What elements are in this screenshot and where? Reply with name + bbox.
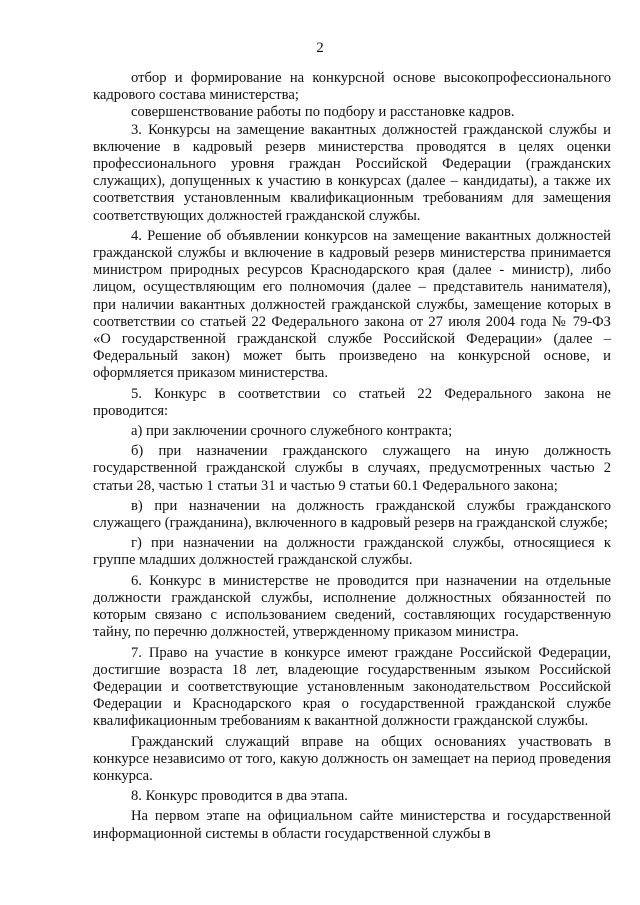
paragraph: в) при назначении на должность гражданской службы гражданского служащего (гражданина), включенного в кадровый резерв на гражданской службе;: [93, 497, 611, 532]
paragraph: Гражданский служащий вправе на общих основаниях участвовать в конкурсе независимо от того, какую должность он замещает на период проведения конкурса.: [93, 733, 611, 784]
paragraph: 8. Конкурс проводится в два этапа.: [131, 788, 348, 805]
paragraph: отбор и формирование на конкурсной основе высокопрофессионального кадрового состава министерства;: [93, 70, 611, 104]
paragraph: г) при назначении на должности гражданской службы, относящиеся к группе младших должностей гражданской службы.: [93, 535, 611, 569]
paragraph: 6. Конкурс в министерстве не проводится при назначении на отдельные должности гражданской службы, исполнение должностных обязанностей по которым связано с использованием сведений, составляющих государственную тайну, по перечню должностей, утвержденному приказом министра.: [93, 572, 611, 641]
paragraph: 7. Право на участие в конкурсе имеют граждане Российской Федерации, достигшие возраста 18 лет, владеющие государственным языком Российской Федерации и соответствующие установленным законодательством Российской Федерации и Краснодарского края о государственной гражданской службе квалификационным требованиям к вакантной должности гражданской службы.: [93, 644, 611, 730]
document-body: [93, 70, 611, 843]
paragraph: 4. Решение об объявлении конкурсов на замещение вакантных должностей гражданской службы и включение в кадровый резерв министерства принимается министром природных ресурсов Краснодарского края (далее - министр), либо лицом, осуществляющим его полномочия (далее – представитель нанимателя), при наличии вакантных должностей гражданской службы, замещение которых в соответствии со статьей 22 Федерального закона от 27 июля 2004 года № 79-ФЗ «О государственной гражданской службе Российской Федерации» (далее – Федеральный закон) может быть произведено на конкурсной основе, и оформляется приказом министерства.: [93, 227, 611, 382]
page-number: 2: [316, 40, 324, 56]
paragraph: На первом этапе на официальном сайте министерства и государственной информационной системы в области государственной службы в: [93, 808, 611, 842]
paragraph: 3. Конкурсы на замещение вакантных должностей гражданской службы и включение в кадровый резерв министерства проводятся в целях оценки профессионального уровня граждан Российской Федерации (гражданских служащих), допущенных к участию в конкурсах (далее – кандидаты), а также их соответствия установленным квалификационным требованиям для замещения соответствующих должностей гражданской службы.: [93, 121, 611, 224]
paragraph: б) при назначении гражданского служащего на иную должность государственной гражданской службы в случаях, предусмотренных частью 2 статьи 28, частью 1 статьи 31 и частью 9 статьи 60.1 Федерального закона;: [93, 443, 611, 494]
paragraph: а) при заключении срочного служебного контракта;: [131, 423, 453, 440]
paragraph: 5. Конкурс в соответствии со статьей 22 Федерального закона не проводится:: [93, 385, 611, 419]
paragraph: совершенствование работы по подбору и расстановке кадров.: [131, 104, 515, 121]
